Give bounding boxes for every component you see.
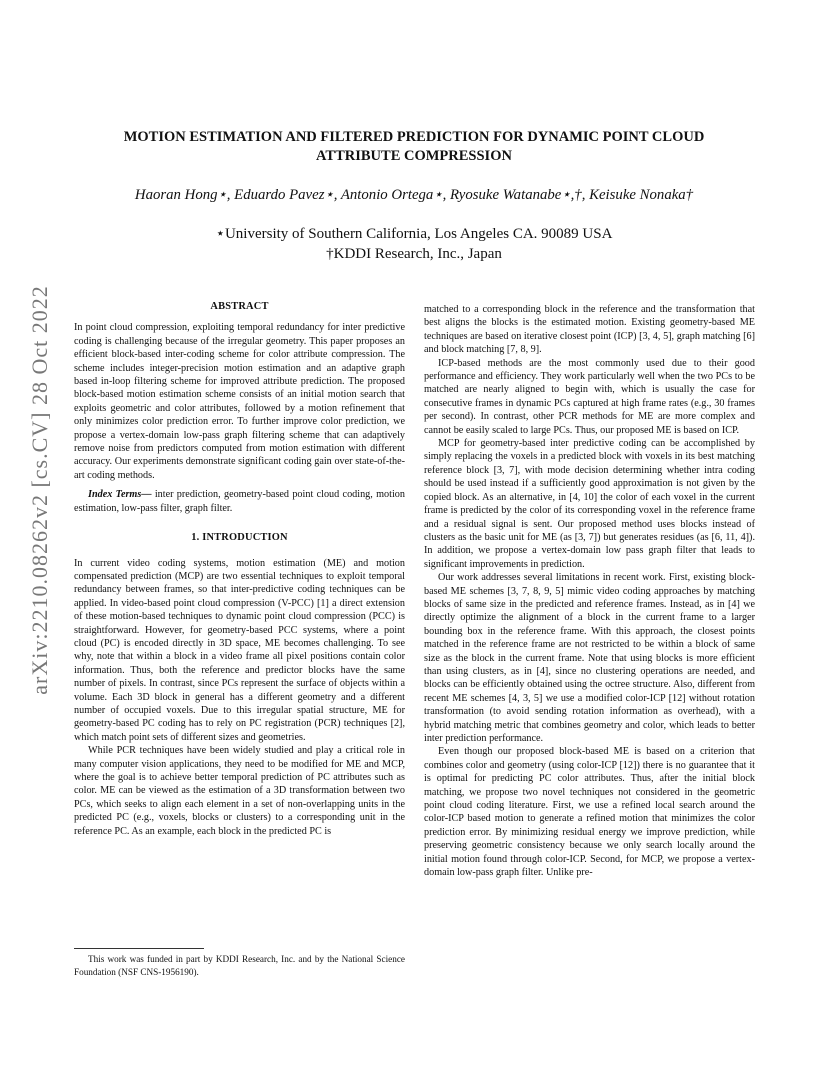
index-terms-text: inter prediction, geometry-based point cloud coding, motion estimation, low-pass filter, graph filter. (74, 489, 405, 514)
right-column (424, 303, 755, 879)
affiliation-usc: ⋆University of Southern California, Los Angeles CA. 90089 USA (215, 226, 613, 242)
footnote-rule (74, 948, 204, 949)
index-terms-label: Index Terms— (88, 489, 152, 501)
paper-title-line2: ATTRIBUTE COMPRESSION (316, 148, 512, 164)
arxiv-identifier-text: arXiv:2210.08262v2 [cs.CV] 28 Oct 2022 (27, 285, 53, 695)
affiliations (74, 224, 754, 264)
funding-footnote: This work was funded in part by KDDI Research, Inc. and by the National Science Foundation (NSF CNS-1956190). (74, 954, 405, 977)
body-paragraph-2: ICP-based methods are the most commonly used due to their good performance and efficiency. They work particularly well when the two PCs to be matched are nearly aligned to begin with, which is usually the case for consecutive frames in dynamic PCs captured at high frame rates (e.g., 30 frames per second). In contrast, other PCR methods for ME are more complex and cannot be easily scaled to large PCs. Thus, our proposed ME is based on ICP. (424, 357, 755, 436)
author-list: Haoran Hong⋆, Eduardo Pavez⋆, Antonio Ortega⋆, Ryosuke Watanabe⋆,†, Keisuke Nonaka† (134, 187, 694, 203)
introduction-heading: 1. INTRODUCTION (191, 532, 288, 544)
index-terms (74, 488, 405, 515)
abstract-text: In point cloud compression, exploiting temporal redundancy for inter predictive coding is challenging because of the irregular geometry. This paper proposes an efficient block-based inter-coding scheme for color attribute compression. The scheme includes integer-precision motion estimation and an adaptive graph based in-loop filtering scheme for improved attribute prediction. The proposed block-based motion estimation scheme consists of an initial motion search that exploits geometric and color attributes, followed by a motion refinement that only minimizes color prediction error. To further improve color prediction, we propose a vertex-domain low-pass graph filtering scheme that can adaptively remove noise from predictors computed from motion estimation with different accuracy. Our experiments demonstrate significant coding gain over state-of-the-art coding methods. (74, 322, 405, 481)
abstract-heading: ABSTRACT (210, 301, 269, 312)
paper-title-line1: MOTION ESTIMATION AND FILTERED PREDICTION FOR DYNAMIC POINT CLOUD (123, 129, 705, 145)
body-paragraph-3: MCP for geometry-based inter predictive coding can be accomplished by simply replacing the voxels in a predicted block with voxels in its best matching reference block [3, 7], with mode decision determining whether intra coding should be used instead if a sufficiently good approximation is not given by the copied block. As an alternative, in [4, 10] the color of each voxel in the current frame is predicted by the color of its corresponding voxel in the reference frame and a residual signal is sent. Our proposed method uses blocks instead of clusters as the basic unit for ME (as [3, 7]) but generates residues (as [6, 11, 4]). In addition, we propose a vertex-domain low pass graph filter that leads to significant improvements in prediction. (424, 438, 755, 570)
paper-title (74, 128, 754, 166)
body-paragraph-4: Our work addresses several limitations in recent work. First, existing block-based ME schemes [3, 7, 8, 9, 5] mimic video coding approaches by matching blocks of same size in the predicted and reference frames. Instead, as in [4] we directly optimize the alignment of a block in the current frame to a larger bounding box in the reference frame. With this approach, the closest points matched in the reference frame are not restricted to be within a block of same size as the block in the current frame. Note that using blocks is more efficient than using clusters, as in [4], since no clustering operations are needed, and blocks can be efficiently obtained using the octree structure. Also, different from recent ME schemes [4, 3, 5] we use a modified color-ICP [12] without rotation transformation (to avoid sending rotation information as overhead), with a hybrid matching metric that combines geometry and color, which leads to better inter prediction performance. (424, 572, 755, 744)
intro-paragraph-1: In current video coding systems, motion estimation (ME) and motion compensated prediction (MCP) are two essential techniques to exploit temporal redundancy between frames, so that inter-predictive coding techniques can be applied. In video-based point cloud compression (V-PCC) [1] a direct extension of these motion-based techniques to dynamic point cloud compression (PCC) is straightforward. However, for geometry-based PCC systems, where a point cloud (PC) is encoded directly in 3D space, ME becomes challenging. To see why, note that within a block in a video frame all pixel positions contain color information. Thus, both the reference and predictor blocks have the same number of pixels. In contrast, since PCs represent the surface of objects within a volume. Each 3D block in general has a different geometry and a different number of occupied voxels. Due to this irregular spatial structure, ME for geometry-based PC coding has to rely on PC registration (PCR) techniques [2], which match point sets of different sizes and geometries. (74, 557, 405, 743)
affiliation-kddi: †KDDI Research, Inc., Japan (326, 246, 502, 262)
left-column (74, 300, 405, 838)
body-paragraph-1: matched to a corresponding block in the reference and the transformation that best aligns the blocks is the estimated motion. Existing geometry-based ME techniques are based on iterative closest point (ICP) [3, 4, 5], graph matching [6] and block matching [7, 8, 9]. (424, 304, 755, 356)
arxiv-identifier (20, 285, 60, 695)
body-paragraph-5: Even though our proposed block-based ME is based on a criterion that combines color and geometry (using color-ICP [12]) there is no guarantee that it is optimal for predicting PC color attributes. Thus, after the initial block matching, we propose two novel techniques not considered in the geometric point cloud coding literature. First, we use a refined local search around the color-ICP based motion to generate a refined motion that minimizes the color prediction error. By minimizing residual energy we improve prediction, while preserving geometric consistency because we only search locally around the initial motion found through color-ICP. Second, for MCP, we propose a vertex-domain low-pass graph filter. Unlike pre- (424, 746, 755, 879)
intro-paragraph-2: While PCR techniques have been widely studied and play a critical role in many computer vision applications, they need to be modified for ME and MCP, where the goal is to achieve better temporal prediction of PC attributes such as color. ME can be viewed as the estimation of a 3D transformation between two PCs, which seeks to align each element in a set of non-overlapping units in the predicted PC (e.g., voxels, blocks or clusters) to a corresponding unit in the reference PC. As an example, each block in the predicted PC is (74, 745, 405, 837)
